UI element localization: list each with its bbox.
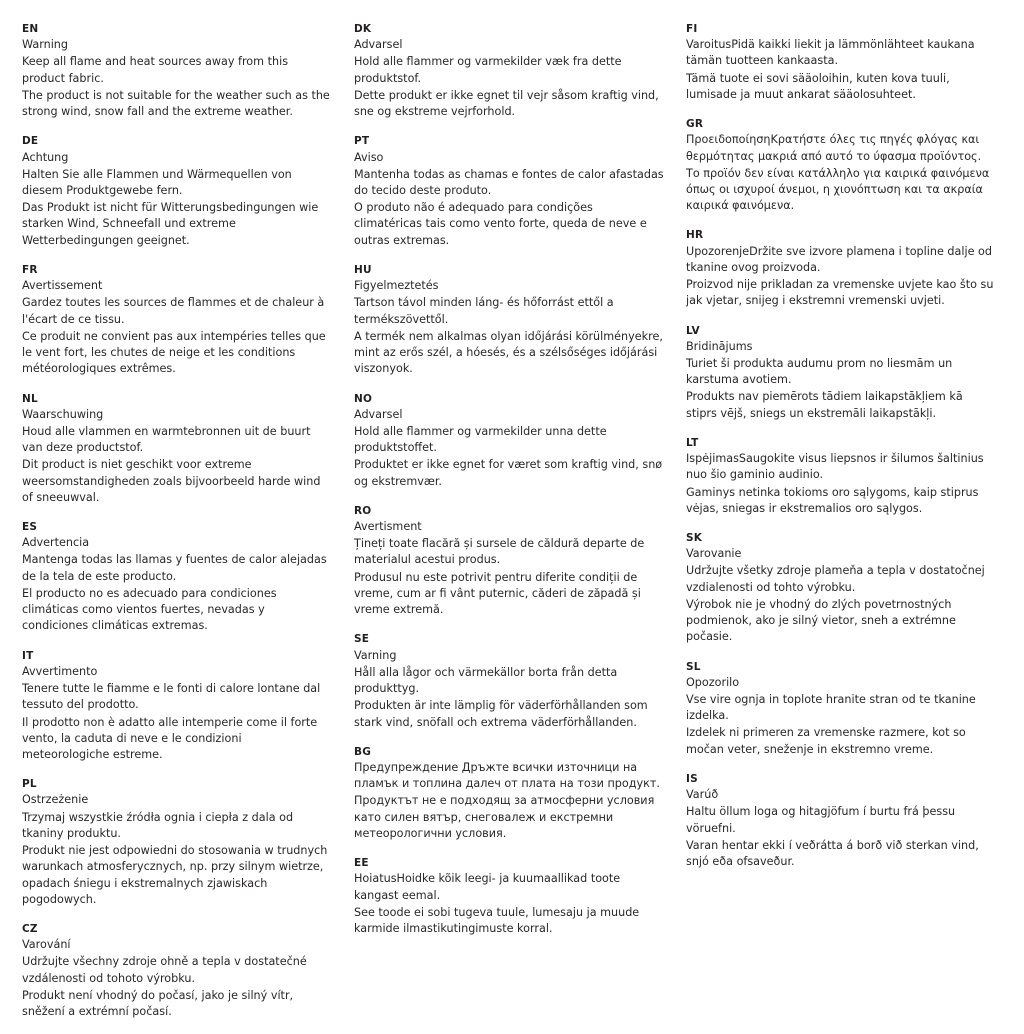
language-code: EE (354, 857, 369, 870)
warning-text: Gardez toutes les sources de flammes et de chaleur à l'écart de ce tissu. (22, 296, 325, 326)
warning-text: Produkten är inte lämplig för väderförhållanden som stark vind, snöfall och extrema väderförhållanden. (354, 699, 648, 729)
language-code: SE (354, 633, 370, 646)
language-block-sl (686, 660, 996, 758)
warning-text: Mantenga todas las llamas y fuentes de calor alejadas de la tela de este producto. (22, 553, 327, 583)
language-block-fi (686, 22, 996, 103)
warning-text: O produto não é adequado para condições climatéricas tais como vento forte, queda de neve e outras extremas. (354, 201, 647, 247)
language-code: NL (22, 392, 38, 405)
warning-text: Dit product is niet geschikt voor extreme weersomstandigheden zoals bijvoorbeeld harde wind of sneeuwval. (22, 458, 321, 504)
warning-heading: Achtung (22, 150, 69, 164)
warning-heading: Avvertimento (22, 664, 98, 678)
warning-text: Το προϊόν δεν είναι κατάλληλο για καιρικά φαινόμενα όπως οι ισχυροί άνεμοι, η χιονόπτωση και τα ακραία καιρικά φαινόμενα. (686, 166, 990, 213)
warning-text: Ce produit ne convient pas aux intempéries telles que le vent fort, les chutes de neige et les conditions météorologiques extrêmes. (22, 329, 326, 376)
warning-heading: Varovanie (686, 547, 742, 561)
language-code: PT (354, 135, 370, 148)
language-block-nl (22, 392, 332, 507)
warning-text: The product is not suitable for the weather such as the strong wind, snow fall and the extreme weather. (22, 88, 330, 119)
warning-heading: Avertisment (354, 520, 422, 534)
language-block-lt (686, 436, 996, 517)
warning-text: El producto no es adecuado para condiciones climáticas como vientos fuertes, nevadas y condiciones climáticas extremas. (22, 586, 277, 633)
language-block-ee (354, 856, 664, 937)
language-block-bg (354, 745, 664, 842)
warning-heading: Aviso (354, 150, 384, 164)
language-block-se (354, 632, 664, 730)
warning-heading: VaroitusPidä kaikki liekit ja lämmönlähteet kaukana tämän tuotteen kankaasta. (686, 38, 975, 68)
language-code: EN (22, 23, 39, 35)
warning-heading: ΠροειδοποίησηΚρατήστε όλες τις πηγές φλόγας και θερμότητας μακριά από αυτό το ύφασμα προϊόντος. (686, 133, 982, 163)
warning-heading: Varúð (686, 788, 719, 802)
warning-text: Das Produkt ist nicht für Witterungsbedingungen wie starken Wind, Schneefall und extreme Wetterbedingungen geeignet. (22, 201, 319, 247)
language-code: SK (686, 532, 703, 545)
language-block-de (22, 134, 332, 249)
warning-heading: Varning (354, 648, 397, 662)
warning-heading: Avertissement (22, 279, 103, 293)
warning-text: Tartson távol minden láng- és hőforrást ettől a termékszövettől. (354, 296, 614, 326)
language-code: SL (686, 660, 701, 673)
language-block-hu (354, 263, 664, 378)
warning-text: Produkts nav piemērots tādiem laikapstākļiem kā stiprs vējš, sniegs un ekstremāli laikapstākļi. (686, 390, 963, 420)
language-code: IT (22, 649, 34, 662)
language-block-sk (686, 531, 996, 646)
language-block-it (22, 649, 332, 764)
language-code: DK (354, 23, 372, 35)
language-block-ro (354, 504, 664, 619)
warning-text: Dette produkt er ikke egnet til vejr såsom kraftig vind, sne og ekstreme vejrforhold. (354, 88, 659, 119)
warning-text: Turiet ši produkta audumu prom no liesmām un karstuma avotiem. (686, 356, 953, 387)
warning-heading: Bridinājums (686, 339, 753, 353)
warning-text: Țineți toate flacără și sursele de căldură departe de materialul acestui produs. (354, 537, 645, 567)
warning-text: Udržujte všechny zdroje ohně a tepla v dostatečné vzdálenosti od tohoto výrobku. (22, 955, 307, 985)
language-code: LV (686, 324, 700, 337)
language-block-lv (686, 324, 996, 422)
warning-text: Gaminys netinka tokioms oro sąlygoms, kaip stiprus vėjas, sniegas ir ekstremalios oro sąlygos. (686, 485, 979, 515)
language-block-no (354, 392, 664, 490)
language-block-gr (686, 117, 996, 214)
language-code: BG (354, 745, 372, 758)
warning-text: Il prodotto non è adatto alle intemperie come il forte vento, la caduta di neve e le condizioni meteorologiche estreme. (22, 715, 318, 761)
language-column-2 (354, 22, 664, 951)
language-block-pt (354, 134, 664, 249)
warning-heading: IspėjimasSaugokite visus liepsnos ir šilumos šaltinius nuo šio gaminio audinio. (686, 452, 984, 482)
warning-text: Håll alla lågor och värmekällor borta från detta produkttyg. (354, 665, 618, 696)
warning-text: Vse vire ognja in toplote hranite stran od te tkanine izdelka. (686, 693, 976, 723)
warning-heading: UpozorenjeDržite sve izvore plamena i topline dalje od tkanine ovog proizvoda. (686, 244, 992, 274)
warning-heading: Varování (22, 938, 71, 952)
warning-text: Proizvod nije prikladan za vremenske uvjete kao što su jak vjetar, snijeg i ekstremni vremenski uvjeti. (686, 278, 994, 308)
language-code: PL (22, 778, 37, 791)
multilingual-warning-columns (22, 22, 1004, 1019)
language-code: HR (686, 229, 704, 242)
language-block-pl (22, 777, 332, 908)
warning-heading: Figyelmeztetés (354, 279, 439, 293)
language-code: FR (22, 263, 38, 276)
warning-heading: Ostrzeżenie (22, 793, 89, 807)
warning-text: Produsul nu este potrivit pentru diferite condiții de vreme, cum ar fi vânt puternic, căderi de zăpadă și vreme extremă. (354, 570, 641, 617)
language-code: DE (22, 135, 39, 148)
warning-text: Výrobok nie je vhodný do zlých povetrnostných podmienok, ako je silný vietor, sneh a extrémne počasie. (686, 597, 956, 644)
warning-text: A termék nem alkalmas olyan időjárási körülményekre, mint az erős szél, a hóesés, és a szélsőséges időjárási viszonyok. (354, 329, 663, 376)
warning-text: See toode ei sobi tugeva tuule, lumesaju ja muude karmide ilmastikutingimuste korral. (354, 905, 640, 935)
language-code: LT (686, 436, 699, 449)
warning-text: Izdelek ni primeren za vremenske razmere, kot so močan veter, sneženje in ekstremno vreme. (686, 726, 966, 756)
language-block-fr (22, 263, 332, 378)
warning-heading: HoiatusHoidke kõik leegi- ja kuumaallikad toote kangast eemal. (354, 872, 621, 902)
warning-heading: Warning (22, 38, 68, 52)
language-code: ES (22, 521, 38, 534)
warning-heading: Waarschuwing (22, 407, 104, 421)
warning-text: Halten Sie alle Flammen und Wärmequellen von diesem Produktgewebe fern. (22, 167, 292, 197)
language-block-cz (22, 922, 332, 1020)
warning-text: Mantenha todas as chamas e fontes de calor afastadas do tecido deste produto. (354, 167, 664, 197)
language-block-en (22, 22, 332, 120)
language-column-1 (22, 22, 332, 1034)
language-column-3 (686, 22, 996, 884)
warning-text: Produkt není vhodný do počasí, jako je silný vítr, sněžení a extrémní počasí. (22, 988, 294, 1019)
warning-heading: Advertencia (22, 536, 90, 550)
warning-text: Trzymaj wszystkie źródła ognia i ciepła z dala od tkaniny produktu. (22, 810, 294, 840)
language-block-dk (354, 22, 664, 120)
language-code: IS (686, 772, 698, 785)
warning-heading: Предупреждение Дръжте всички източници на пламък и топлина далеч от плата на този продукт. (354, 760, 660, 791)
language-code: GR (686, 118, 704, 131)
language-block-is (686, 772, 996, 870)
language-block-es (22, 520, 332, 635)
warning-text: Haltu öllum loga og hitagjöfum í burtu frá þessu vöruefni. (686, 805, 956, 835)
warning-text: Keep all flame and heat sources away from this product fabric. (22, 55, 289, 85)
warning-text: Produktet er ikke egnet for været som kraftig vind, snø og ekstremvær. (354, 458, 663, 488)
warning-text: Tenere tutte le fiamme e le fonti di calore lontane dal tessuto del prodotto. (22, 682, 321, 712)
warning-text: Hold alle flammer og varmekilder væk fra dette produktstof. (354, 55, 622, 85)
warning-text: Produkt nie jest odpowiedni do stosowania w trudnych warunkach atmosferycznych, np. przy silnym wietrze, opadach śniegu i ekstremalnych zjawiskach pogodowych. (22, 844, 328, 906)
warning-heading: Opozorilo (686, 675, 740, 689)
warning-text: Tämä tuote ei sovi sääoloihin, kuten kova tuuli, lumisade ja muut ankarat sääolosuhteet. (686, 71, 950, 101)
warning-heading: Advarsel (354, 38, 403, 52)
warning-text: Продуктът не е подходящ за атмосферни условия като силен вятър, снеговалеж и екстремни метеорологични условия. (354, 794, 655, 840)
language-code: RO (354, 504, 372, 517)
language-code: NO (354, 392, 373, 405)
warning-text: Udržujte všetky zdroje plameňa a tepla v dostatočnej vzdialenosti od tohto výrobku. (686, 564, 985, 594)
warning-text: Varan hentar ekki í veðrátta á borð við sterkan vind, snjó eða ofsaveður. (686, 838, 979, 869)
warning-text: Hold alle flammer og varmekilder unna dette produktstoffet. (354, 424, 607, 455)
language-block-hr (686, 228, 996, 309)
language-code: FI (686, 23, 698, 35)
language-code: CZ (22, 923, 38, 936)
warning-text: Houd alle vlammen en warmtebronnen uit de buurt van deze productstof. (22, 424, 311, 455)
language-code: HU (354, 263, 372, 276)
warning-heading: Advarsel (354, 407, 403, 421)
